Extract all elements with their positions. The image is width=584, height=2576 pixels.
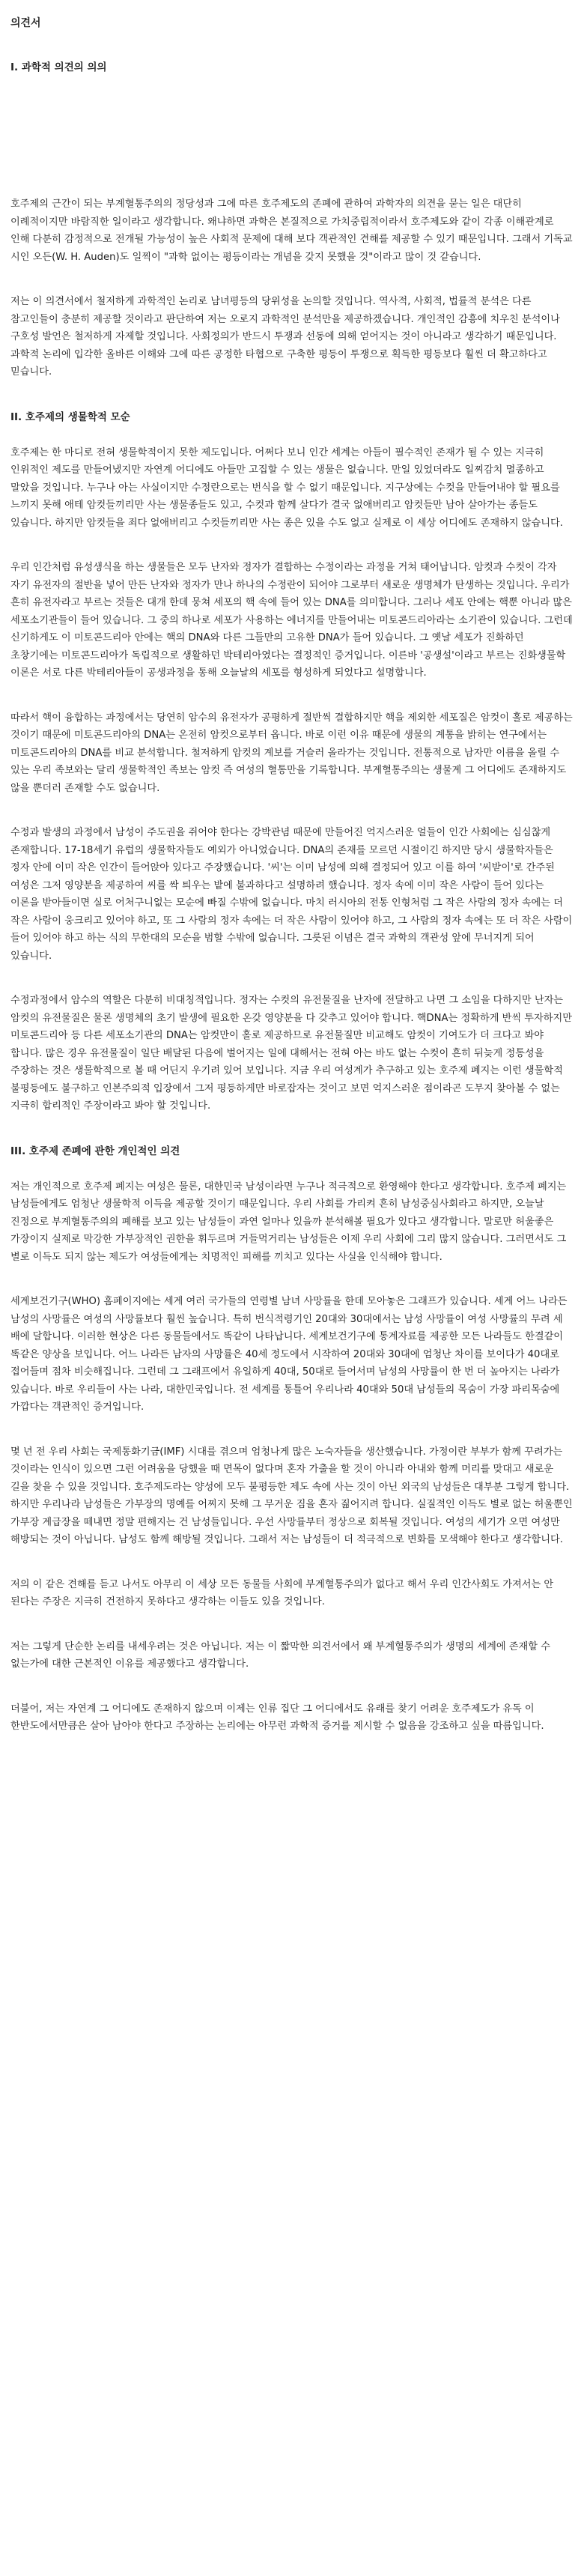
section-2 (10, 408, 574, 1115)
section-1-paragraph-1: 호주제의 근간이 되는 부계혈통주의의 정당성과 그에 따른 호주제도의 존폐에 관하여 과학자의 의견을 묻는 일은 대단히 이례적이지만 바람직한 일이라고 생각합니다. 왜냐하면 과학은 본질적으로 가치중립적이라서 호주제도와 같이 각종 이해관계로 인해 다분히 감정적으로 전개될 가능성이 높은 사회적 문제에 대해 보다 객관적인 견해를 제공할 수 있기 때문입니다. 그래서 기독교 시인 오든(W. H. Auden)도 일찍이 "과학 없이는 평등이라는 개념을 갖지 못했을 것"이라고 많이 것 같습니다. (10, 198, 573, 263)
section-1-heading: I. 과학적 의견의 의의 (10, 61, 107, 73)
section-1-paragraph-2: 저는 이 의견서에서 철저하게 과학적인 논리로 남녀평등의 당위성을 논의할 것입니다. 역사적, 사회적, 법률적 분석은 다른 참고인들이 충분히 제공할 것이라고 판단하여 저는 오로지 과학적인 분석만을 제공하겠습니다. 개인적인 감흥에 치우친 분석이나 구호성 발언은 철저하게 자제할 것입니다. 사회정의가 반드시 투쟁과 선동에 의해 얻어지는 것이 아니라고 생각하기 때문입니다. 과학적 논리에 입각한 올바른 이해와 그에 따른 공정한 타협으로 구축한 평등이 투쟁으로 획득한 평등보다 훨씬 더 확고하다고 믿습니다. (10, 296, 560, 378)
section-3-heading: III. 호주제 존폐에 관한 개인적인 의견 (10, 1145, 180, 1157)
blank-space (10, 94, 574, 196)
document-title: 의견서 (10, 17, 41, 29)
section-2-paragraph-1: 호주제는 한 마디로 전혀 생물학적이지 못한 제도입니다. 어쩌다 보니 인간 세계는 아들이 필수적인 존재가 될 수 있는 지극히 인위적인 제도를 만들어냈지만 자연계 어디에도 아들만 고집할 수 있는 생물은 없습니다. 만일 있었더라도 일찌감치 멸종하고 말았을 것입니다. 누구나 아는 사실이지만 수정란으로는 번식을 할 수 없기 때문입니다. 지구상에는 수컷을 만들어내야 할 필요를 느끼지 못해 애테 암컷들끼리만 사는 생물종들도 있고, 수컷과 함께 살다가 결국 없애버리고 암컷들만 남아 살아가는 종들도 있습니다. 하지만 암컷들을 죄다 없애버리고 수컷들끼리만 사는 종은 있을 수도 없고 실제로 이 세상 어디에도 존재하지 않습니다. (10, 446, 563, 529)
section-3 (10, 1142, 574, 1736)
section-3-paragraph-4: 저의 이 같은 견해를 듣고 나서도 아무리 이 세상 모든 동물들 사회에 부계혈통주의가 없다고 해서 우리 인간사회도 가져서는 안 된다는 주장은 지극히 건전하지 못하다고 생각하는 이들도 있을 것입니다. (10, 1578, 554, 1607)
section-3-paragraph-1: 저는 개인적으로 호주제 폐지는 여성은 물론, 대한민국 남성이라면 누구나 적극적으로 환영해야 한다고 생각합니다. 호주제 폐지는 남성들에게도 엄청난 생물학적 이득을 제공할 것이기 때문입니다. 우리 사회를 가리켜 흔히 남성중심사회라고 하지만, 오늘날 진정으로 부계혈통주의의 폐해를 보고 있는 남성들이 과연 얼마나 있을까 분석해볼 필요가 있다고 생각합니다. 말로만 허울좋은 가장이지 실제로 막강한 가부장적인 권한을 휘두르며 거들먹거리는 남성들은 이제 우리 사회에 그리 많지 않습니다. 그러면서도 그 별로 이득도 되지 않는 제도가 여성들에게는 치명적인 피해를 끼치고 있다는 사실을 인식해야 합니다. (10, 1181, 567, 1263)
section-1 (10, 58, 574, 381)
section-2-heading: II. 호주제의 생물학적 모순 (10, 410, 130, 423)
section-2-paragraph-4: 수정과 발생의 과정에서 남성이 주도권을 쥐어야 한다는 강박관념 때문에 만들어진 억지스러운 얼들이 인간 사회에는 심심찮게 존재합니다. 17-18세기 유럽의 생물학자들도 예외가 아니었습니다. DNA의 존재를 모르던 시절이긴 하지만 당시 생물학자들은 정자 안에 이미 작은 인간이 들어앉아 있다고 주장했습니다. '씨'는 이미 남성에 의해 결정되어 있고 이를 하여 '씨받이'로 간주된 여성은 그저 영양분을 제공하여 씨를 싹 틔우는 밭에 불과하다고 설명하려 했습니다. 정자 속에 이미 작은 사람이 들어 있다는 이론을 받아들이면 실로 어처구니없는 모순에 빠질 수밖에 없습니다. 마치 러시아의 전통 인형처럼 그 작은 사람의 정자 속에는 더 작은 사람이 웅크리고 있어야 하고, 또 그 사람의 정자 속에는 더 작은 사람이 있어야 하고, 그 사람의 정자 속에는 또 더 작은 사람이 들어 있어야 하고 하는 식의 무한대의 모순을 범할 수밖에 없습니다. 그릇된 이념은 결국 과학의 객관성 앞에 무너지게 되어 있습니다. (10, 827, 573, 962)
section-2-paragraph-3: 따라서 핵이 융합하는 과정에서는 당연히 암수의 유전자가 공평하게 절반씩 결합하지만 핵을 제외한 세포질은 암컷이 홀로 제공하는 것이기 때문에 미토콘드리아의 DNA는 온전히 암컷으로부터 옵니다. 바로 이런 이유 때문에 생물의 계통을 밝히는 연구에서는 미토콘드리아의 DNA를 비교 분석합니다. 철저하게 암컷의 계보를 거슬러 올라가는 것입니다. 전통적으로 남자만 이름을 올릴 수 있는 우리 족보와는 달리 생물학적인 족보는 암컷 즉 여성의 혈통만을 기록합니다. 부계혈통주의는 생물계 그 어디에도 존재하지도 않을 뿐더러 존재할 수도 없습니다. (10, 712, 573, 794)
section-2-paragraph-2: 우리 인간처럼 유성생식을 하는 생물들은 모두 난자와 정자가 결합하는 수정이라는 과정을 거쳐 태어납니다. 암컷과 수컷이 각자 자기 유전자의 절반을 넣어 만든 난자와 정자가 만나 하나의 수정란이 되어야 그로부터 새로운 생명체가 탄생하는 것입니다. 우리가 흔히 유전자라고 부르는 것들은 대개 한데 뭉쳐 세포의 핵 속에 들어 있는 DNA를 의미합니다. 그러나 세포 안에는 핵뿐 아니라 많은 세포소기관들이 들어 있습니다. 그 중의 하나로 세포가 사용하는 에너지를 만들어내는 미토콘드리아라는 소기관이 있습니다. 그런데 신기하게도 이 미토콘드리아 안에는 핵의 DNA와 다른 그들만의 고유한 DNA가 들어 있습니다. 그 옛날 세포가 진화하던 초창기에는 미토콘드리아가 독립적으로 생활하던 박테리아였다는 결정적인 증거입니다. 이른바 '공생설'이라고 부르는 진화생물학 이론은 서로 다른 박테리아들이 공생과정을 통해 오늘날의 세포를 형성하게 되었다고 설명합니다. (10, 562, 573, 679)
section-3-paragraph-5: 저는 그렇게 단순한 논리를 내세우려는 것은 아닙니다. 저는 이 짧막한 의견서에서 왜 부계혈통주의가 생명의 세계에 존재할 수 없는가에 대한 근본적인 이유를 제공했다고 생각합니다. (10, 1640, 550, 1670)
section-3-paragraph-3: 몇 년 전 우리 사회는 국제통화기금(IMF) 시대를 겪으며 엄청나게 많은 노숙자들을 생산했습니다. 가정이란 부부가 함께 꾸려가는 것이라는 인식이 있으면 그런 어려움을 당했을 때 면목이 없다며 혼자 가출을 할 것이 아니라 아내와 함께 머리를 맞대고 새로운 길을 찾을 수 있을 것입니다. 호주제도라는 양성에 모두 불평등한 제도 속에 사는 것이 아닌 외국의 남성들은 대부분 그렇게 합니다. 하지만 우리나라 남성들은 가부장의 명예를 어찌지 못해 그 무거운 짐을 혼자 짊어지려 합니다. 실질적인 이득도 별로 없는 허울뿐인 가부장 계급장을 떼내면 정말 편해지는 건 남성들입니다. 우선 사망률부터 정상으로 회복될 것입니다. 여성의 세기가 오면 여성만 해방되는 것이 아닙니다. 남성도 함께 해방될 것입니다. 그래서 저는 남성들이 더 적극적으로 변화를 모색해야 한다고 생각합니다. (10, 1446, 573, 1545)
section-3-paragraph-2: 세계보건기구(WHO) 홈페이지에는 세계 여러 국가들의 연령별 남녀 사망률을 한데 모아놓은 그래프가 있습니다. 세계 어느 나라든 남성의 사망률은 여성의 사망률보다 훨씬 높습니다. 특히 번식적령기인 20대와 30대에서는 남성 사망률이 여성 사망률의 무려 세 배에 달합니다. 이러한 현상은 다른 동물들에서도 똑같이 나타납니다. 세계보건기구에 통계자료를 제공한 모든 나라들도 한결같이 똑같은 양상을 보입니다. 어느 나라든 남자의 사망률은 40세 정도에서 시작하여 20대와 30대에 엄청난 차이를 보이다가 40대로 접어들며 점차 비슷해집니다. 그런데 그 그래프에서 유일하게 40대, 50대로 들어서며 남성의 사망률이 한 번 더 높아지는 나라가 있습니다. 바로 우리들이 사는 나라, 대한민국입니다. 전 세계를 통틀어 우리나라 40대와 50대 남성들의 목숨이 가장 파리목숨에 가깝다는 객관적인 증거입니다. (10, 1296, 568, 1413)
section-2-paragraph-5: 수정과정에서 암수의 역할은 다분히 비대칭적입니다. 정자는 수컷의 유전물질을 난자에 전달하고 나면 그 소임을 다하지만 난자는 암컷의 유전물질은 물론 생명체의 초기 발생에 필요한 온갖 영양분을 다 갖추고 있어야 합니다. 핵DNA는 정확하게 반씩 투자하지만 미토콘드리아 등 다른 세포소기관의 DNA는 암컷만이 홀로 제공하므로 유전물질만 비교해도 암컷이 기여도가 더 크다고 봐야 합니다. 많은 경우 유전물질이 일단 배달된 다음에 벌어지는 일에 대해서는 전혀 아는 바도 없는 수컷이 흔히 뒤늦게 정통성을 주장하는 것은 생물학적으로 볼 때 어딘지 우기려 있어 보입니다. 지금 우리 여성계가 추구하고 있는 호주제 폐지는 이런 생물학적 불평등에도 불구하고 인본주의적 입장에서 그저 평등하게만 바로잡자는 것이고 보면 억지스러운 점이라곤 도무지 찾아볼 수 없는 지극히 합리적인 주장이라고 봐야 할 것입니다. (10, 995, 572, 1112)
section-3-paragraph-6: 더불어, 저는 자연계 그 어디에도 존재하지 않으며 이제는 인류 집단 그 어디에서도 유래를 찾기 어려운 호주제도가 유독 이 한반도에서만큼은 살아 남아야 한다고 주장하는 논리에는 아무런 과학적 증거를 제시할 수 없음을 강조하고 싶을 따름입니다. (10, 1703, 544, 1732)
